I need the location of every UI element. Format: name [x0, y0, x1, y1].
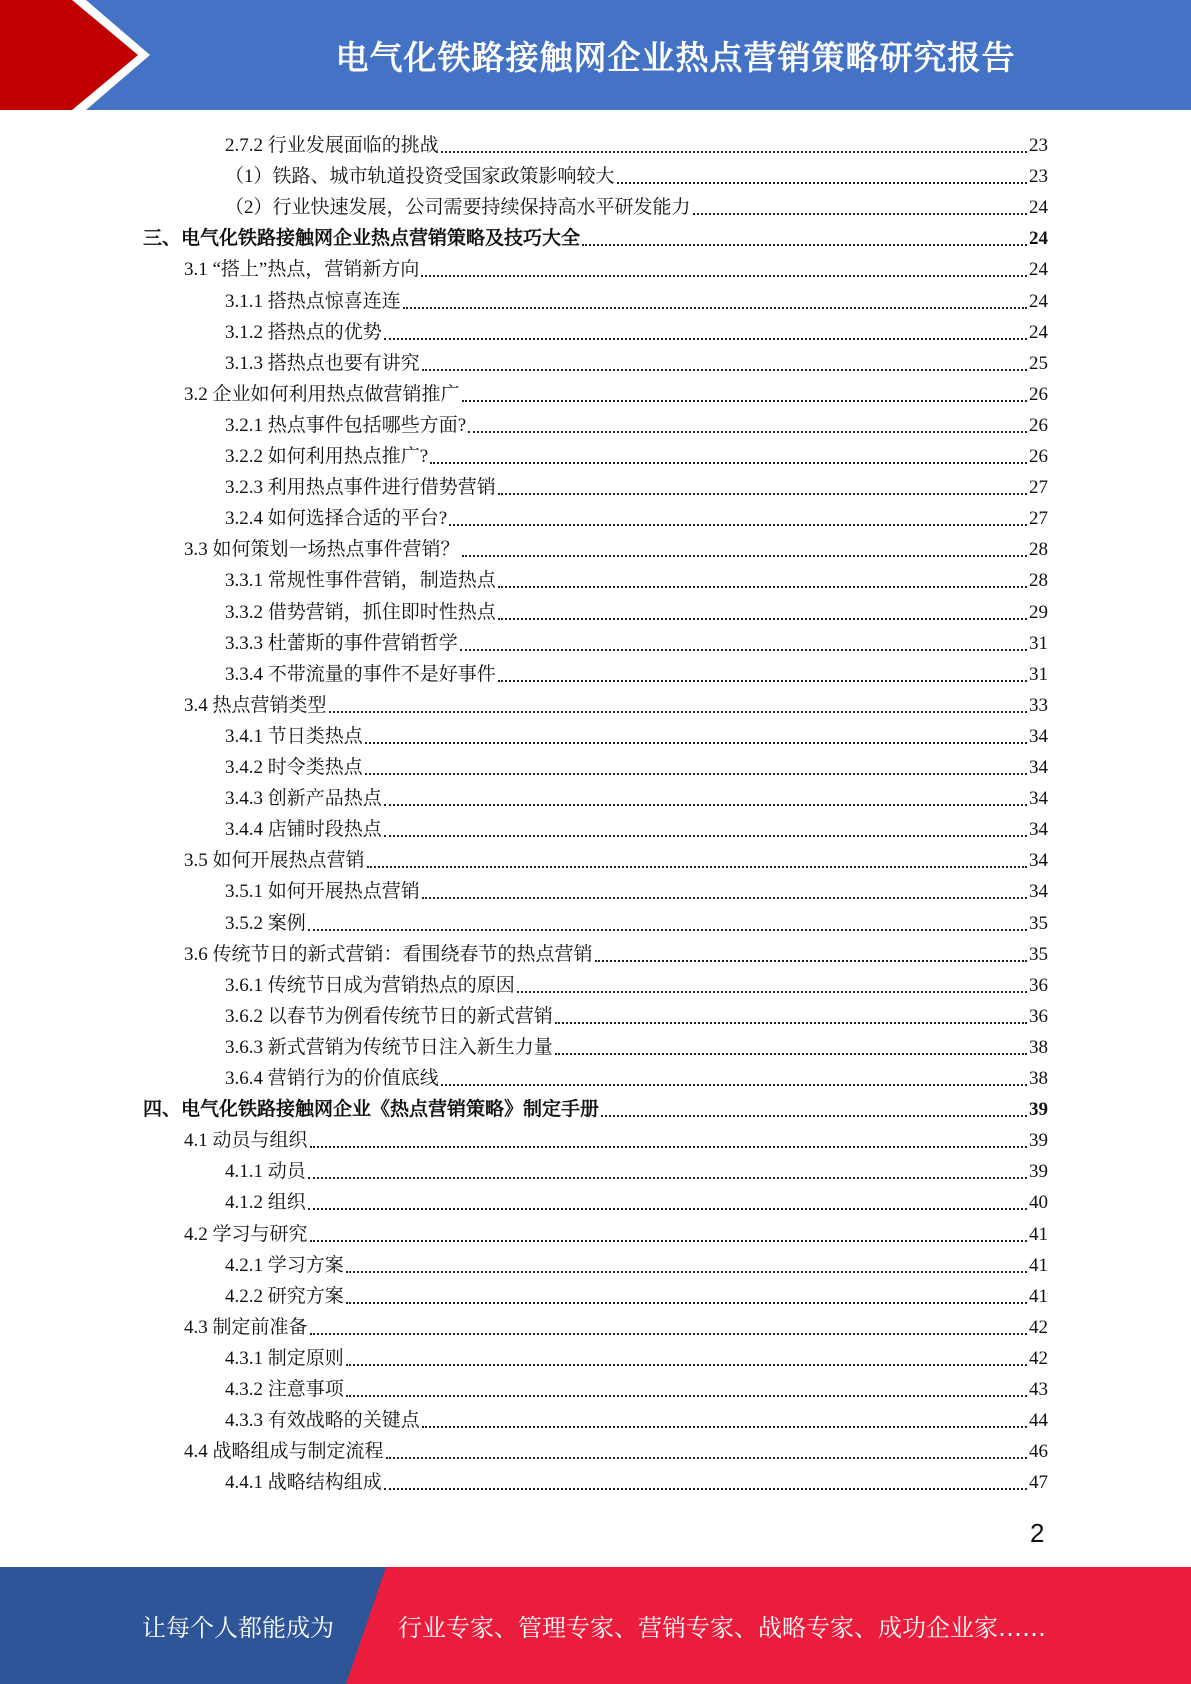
toc-entry-page: 35 — [1029, 943, 1048, 965]
toc-entry-page: 44 — [1029, 1410, 1048, 1432]
toc-entry-label: 4.1.2 组织 — [225, 1192, 306, 1214]
toc-entry[interactable] — [184, 251, 1048, 282]
toc-entry-label: 3.3 如何策划一场热点事件营销？ — [184, 539, 460, 561]
toc-dot-leader — [441, 151, 1027, 153]
toc-entry-label: 3.3.2 借势营销，抓住即时性热点 — [225, 601, 496, 623]
toc-dot-leader — [346, 1395, 1027, 1397]
toc-entry-page: 36 — [1029, 974, 1048, 996]
toc-entry-page: 26 — [1029, 446, 1048, 467]
toc-entry[interactable] — [225, 1184, 1048, 1215]
toc-dot-leader — [430, 462, 1027, 464]
toc-entry[interactable] — [184, 1122, 1048, 1153]
toc-dot-leader — [601, 1115, 1027, 1117]
toc-entry[interactable] — [225, 158, 1048, 189]
toc-entry-label: 4.3.1 制定原则 — [225, 1347, 344, 1369]
toc-dot-leader — [422, 897, 1027, 899]
toc-entry-page: 47 — [1029, 1472, 1048, 1494]
toc-dot-leader — [346, 1364, 1027, 1366]
toc-dot-leader — [384, 338, 1027, 340]
toc-entry[interactable] — [225, 625, 1048, 656]
toc-entry-label: 4.3.2 注意事项 — [225, 1379, 344, 1400]
toc-entry-page: 31 — [1029, 632, 1048, 654]
toc-entry-label: 3.6 传统节日的新式营销：看围绕春节的热点营销 — [184, 943, 593, 965]
toc-entry[interactable] — [225, 562, 1048, 593]
toc-entry[interactable] — [184, 687, 1048, 718]
toc-entry-page: 24 — [1029, 290, 1048, 312]
toc-entry[interactable] — [225, 189, 1048, 220]
toc-entry-page: 39 — [1029, 1099, 1048, 1121]
toc-entry[interactable] — [225, 873, 1048, 904]
toc-entry-page: 34 — [1029, 788, 1048, 810]
toc-entry-label: 3.6.4 营销行为的价值底线 — [225, 1068, 439, 1089]
toc-entry-page: 27 — [1029, 508, 1048, 530]
toc-entry[interactable] — [225, 283, 1048, 314]
toc-dot-leader — [329, 711, 1027, 713]
toc-entry-page: 41 — [1029, 1285, 1048, 1307]
toc-entry-label: （2）行业快速发展，公司需要持续保持高水平研发能力 — [225, 197, 691, 219]
toc-entry[interactable] — [225, 469, 1048, 500]
toc-entry[interactable] — [184, 1309, 1048, 1340]
toc-entry-label: 3.6.3 新式营销为传统节日注入新生力量 — [225, 1036, 553, 1058]
toc-entry-page: 31 — [1029, 663, 1048, 685]
toc-dot-leader — [449, 524, 1027, 526]
toc-entry-label: 4.4.1 战略结构组成 — [225, 1472, 382, 1494]
toc-entry-page: 41 — [1029, 1254, 1048, 1276]
toc-dot-leader — [555, 1053, 1027, 1055]
toc-dot-leader — [308, 1208, 1027, 1210]
toc-entry[interactable] — [225, 998, 1048, 1029]
toc-entry-label: 3.4.3 创新产品热点 — [225, 788, 382, 810]
toc-entry-page: 38 — [1029, 1036, 1048, 1058]
toc-entry-label: 3.3.4 不带流量的事件不是好事件 — [225, 663, 496, 685]
toc-entry-label: 3.3.3 杜蕾斯的事件营销哲学 — [225, 632, 458, 654]
toc-entry-page: 29 — [1029, 601, 1048, 623]
toc-entry[interactable] — [225, 1153, 1048, 1184]
toc-dot-leader — [310, 1146, 1027, 1148]
toc-dot-leader — [462, 555, 1027, 557]
toc-entry-label: 四、电气化铁路接触网企业《热点营销策略》制定手册 — [143, 1099, 600, 1121]
toc-entry-page: 23 — [1029, 166, 1048, 188]
toc-entry-label: 三、电气化铁路接触网企业热点营销策略及技巧大全 — [143, 228, 581, 250]
toc-entry-label: 4.2.2 研究方案 — [225, 1285, 344, 1307]
toc-entry-label: 4.3 制定前准备 — [184, 1316, 308, 1338]
toc-entry-label: 3.4 热点营销类型 — [184, 694, 327, 716]
toc-entry[interactable] — [184, 936, 1048, 967]
toc-dot-leader — [384, 804, 1027, 806]
report-title: 电气化铁路接触网企业热点营销策略研究报告 — [335, 37, 1016, 77]
toc-entry-label: 3.4.4 店铺时段热点 — [225, 819, 382, 841]
toc-entry-label: 3.5 如何开展热点营销 — [184, 850, 365, 872]
toc-entry[interactable] — [225, 656, 1048, 687]
toc-entry-label: 3.2.2 如何利用热点推广? — [225, 446, 429, 467]
toc-dot-leader — [468, 431, 1027, 433]
toc-dot-leader — [498, 618, 1027, 620]
toc-entry-page: 42 — [1029, 1347, 1048, 1369]
toc-entry-page: 41 — [1029, 1223, 1048, 1245]
toc-dot-leader — [595, 960, 1027, 962]
toc-entry-page: 46 — [1029, 1441, 1048, 1463]
toc-entry-page: 34 — [1029, 725, 1048, 747]
toc-dot-leader — [403, 307, 1027, 309]
toc-entry-page: 28 — [1029, 570, 1048, 592]
toc-entry[interactable] — [225, 1464, 1048, 1495]
toc-dot-leader — [386, 1457, 1027, 1459]
toc-entry-page: 24 — [1029, 197, 1048, 219]
toc-entry[interactable] — [184, 1216, 1048, 1247]
toc-dot-leader — [498, 680, 1027, 682]
toc-entry-page: 34 — [1029, 757, 1048, 778]
toc-entry-label: 4.4 战略组成与制定流程 — [184, 1441, 384, 1463]
toc-entry-label: 3.2.3 利用热点事件进行借势营销 — [225, 477, 496, 499]
toc-entry-page: 34 — [1029, 850, 1048, 872]
toc-entry[interactable] — [225, 1371, 1048, 1402]
toc-dot-leader — [462, 400, 1027, 402]
toc-dot-leader — [441, 1084, 1027, 1086]
toc-entry-page: 26 — [1029, 383, 1048, 405]
toc-chapter-entry[interactable] — [143, 1091, 1048, 1122]
toc-entry[interactable] — [225, 967, 1048, 998]
toc-dot-leader — [498, 586, 1027, 588]
toc-entry-label: 3.1.2 搭热点的优势 — [225, 321, 382, 343]
toc-entry-page: 39 — [1029, 1161, 1048, 1183]
toc-entry[interactable] — [225, 811, 1048, 842]
toc-dot-leader — [460, 649, 1027, 651]
footer-slogan-lead: 让每个人都能成为 — [142, 1614, 334, 1642]
toc-dot-leader — [308, 1177, 1027, 1179]
toc-entry-page: 35 — [1029, 912, 1048, 934]
toc-entry-label: 3.1.1 搭热点惊喜连连 — [225, 290, 401, 312]
toc-entry-label: 3.3.1 常规性事件营销，制造热点 — [225, 570, 496, 592]
toc-entry-label: 4.2 学习与研究 — [184, 1223, 308, 1245]
toc-entry-page: 34 — [1029, 819, 1048, 841]
toc-entry-label: 3.2.1 热点事件包括哪些方面? — [225, 414, 467, 436]
toc-entry-page: 42 — [1029, 1316, 1048, 1338]
toc-entry[interactable] — [184, 842, 1048, 873]
toc-entry[interactable] — [225, 1402, 1048, 1433]
toc-entry-page: 25 — [1029, 352, 1048, 374]
toc-entry-label: 3.6.1 传统节日成为营销热点的原因 — [225, 974, 515, 996]
toc-entry-label: 4.1 动员与组织 — [184, 1130, 308, 1152]
toc-entry[interactable] — [184, 376, 1048, 407]
toc-entry[interactable] — [225, 718, 1048, 749]
toc-dot-leader — [421, 275, 1027, 277]
toc-dot-leader — [308, 929, 1027, 931]
toc-entry[interactable] — [225, 1060, 1048, 1091]
toc-entry-page: 34 — [1029, 881, 1048, 903]
toc-dot-leader — [498, 493, 1027, 495]
page-number: 2 — [1030, 1518, 1045, 1548]
toc-entry-page: 28 — [1029, 539, 1048, 561]
toc-entry-label: 3.5.1 如何开展热点营销 — [225, 881, 420, 903]
toc-entry-page: 23 — [1029, 135, 1048, 156]
toc-entry-page: 39 — [1029, 1130, 1048, 1152]
toc-dot-leader — [617, 182, 1027, 184]
toc-entry[interactable] — [225, 905, 1048, 936]
toc-entry[interactable] — [225, 127, 1048, 158]
toc-dot-leader — [310, 1333, 1027, 1335]
toc-entry[interactable] — [225, 438, 1048, 469]
header-chevron-arrow — [0, 0, 138, 110]
toc-entry[interactable] — [225, 1029, 1048, 1060]
toc-entry-label: 4.1.1 动员 — [225, 1161, 306, 1183]
toc-entry-label: 3.2.4 如何选择合适的平台? — [225, 508, 448, 530]
toc-entry[interactable] — [225, 1247, 1048, 1278]
toc-entry-page: 24 — [1029, 321, 1048, 343]
toc-entry[interactable] — [225, 780, 1048, 811]
toc-entry-label: 3.1.3 搭热点也要有讲究 — [225, 352, 420, 374]
toc-entry-label: 2.7.2 行业发展面临的挑战 — [225, 135, 439, 156]
page-footer — [0, 1567, 1191, 1684]
toc-entry-label: 3.4.1 节日类热点 — [225, 725, 363, 747]
toc-dot-leader — [365, 773, 1027, 775]
toc-entry[interactable] — [184, 1433, 1048, 1464]
toc-entry-page: 43 — [1029, 1379, 1048, 1400]
toc-entry[interactable] — [225, 749, 1048, 780]
toc-entry[interactable] — [184, 531, 1048, 562]
toc-entry-label: 4.2.1 学习方案 — [225, 1254, 344, 1276]
toc-entry-page: 38 — [1029, 1068, 1048, 1089]
toc-entry[interactable] — [225, 407, 1048, 438]
toc-entry-page: 36 — [1029, 1005, 1048, 1027]
toc-entry-label: 3.4.2 时令类热点 — [225, 757, 363, 778]
toc-entry[interactable] — [225, 1340, 1048, 1371]
toc-dot-leader — [384, 1488, 1027, 1490]
toc-entry[interactable] — [225, 594, 1048, 625]
toc-dot-leader — [555, 1022, 1027, 1024]
toc-entry-page: 24 — [1029, 259, 1048, 281]
toc-chapter-entry[interactable] — [143, 220, 1048, 251]
toc-entry[interactable] — [225, 314, 1048, 345]
toc-dot-leader — [346, 1302, 1027, 1304]
toc-dot-leader — [693, 213, 1027, 215]
page-header — [0, 0, 1191, 110]
footer-slogan-roles: 行业专家、管理专家、营销专家、战略专家、成功企业家…… — [398, 1614, 1046, 1642]
toc-entry-label: 3.6.2 以春节为例看传统节日的新式营销 — [225, 1005, 553, 1027]
toc-entry-label: 3.2 企业如何利用热点做营销推广 — [184, 383, 460, 405]
toc-entry-label: 3.1 “搭上”热点，营销新方向 — [184, 259, 420, 281]
toc-entry-page: 24 — [1029, 228, 1048, 250]
toc-dot-leader — [367, 866, 1027, 868]
toc-dot-leader — [346, 1271, 1027, 1273]
toc-dot-leader — [310, 1240, 1027, 1242]
toc-entry-label: 3.5.2 案例 — [225, 912, 306, 934]
toc-dot-leader — [365, 742, 1027, 744]
toc-entry[interactable] — [225, 345, 1048, 376]
toc-entry[interactable] — [225, 1278, 1048, 1309]
toc-dot-leader — [422, 1426, 1027, 1428]
toc-entry-page: 26 — [1029, 414, 1048, 436]
toc-entry-page: 27 — [1029, 477, 1048, 499]
toc-entry-label: 4.3.3 有效战略的关键点 — [225, 1410, 420, 1432]
toc-dot-leader — [384, 835, 1027, 837]
toc-dot-leader — [517, 991, 1027, 993]
toc-entry[interactable] — [225, 500, 1048, 531]
toc-entry-page: 40 — [1029, 1192, 1048, 1214]
toc-dot-leader — [582, 244, 1027, 246]
toc-entry-label: （1）铁路、城市轨道投资受国家政策影响较大 — [225, 166, 615, 188]
toc-dot-leader — [422, 369, 1027, 371]
toc-entry-page: 33 — [1029, 694, 1048, 716]
